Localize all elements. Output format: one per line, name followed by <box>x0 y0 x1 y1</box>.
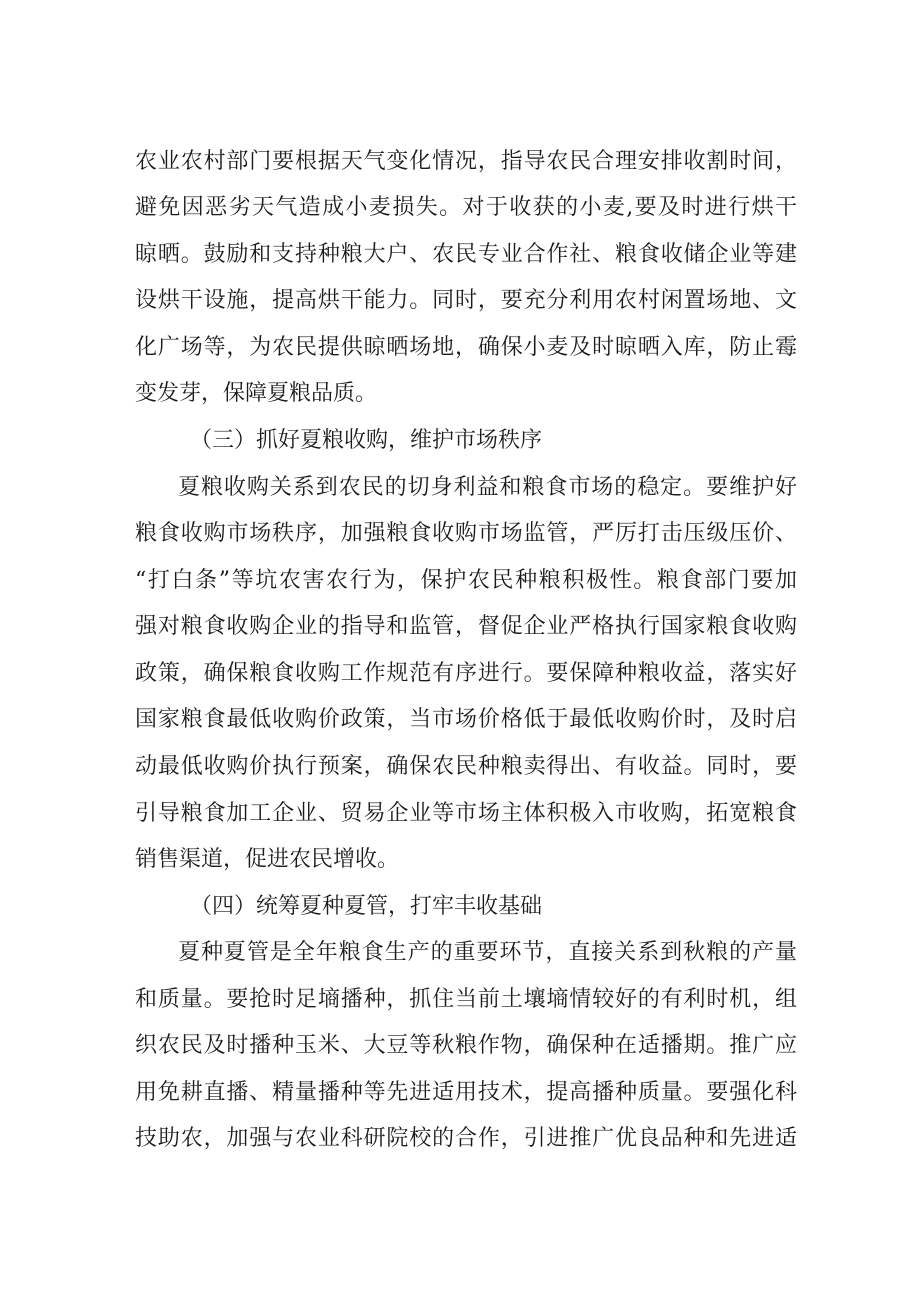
paragraph-line: 设烘干设施，提高烘干能力。同时，要充分利用农村闲置场地、文 <box>135 288 797 313</box>
paragraph-line: “打白条”等坑农害农行为，保护农民种粮积极性。粮食部门要加 <box>135 568 797 593</box>
paragraph-line: 技助农，加强与农业科研院校的合作，引进推广优良品种和先进适 <box>135 1126 797 1151</box>
paragraph-line: 政策，确保粮食收购工作规范有序进行。要保障种粮收益，落实好 <box>135 661 797 686</box>
paragraph-line: 引导粮食加工企业、贸易企业等市场主体积极入市收购，拓宽粮食 <box>135 801 797 826</box>
paragraph-line: 织农民及时播种玉米、大豆等秋粮作物，确保种在适播期。推广应 <box>135 1033 797 1058</box>
paragraph-line: 用免耕直播、精量播种等先进适用技术，提高播种质量。要强化科 <box>135 1080 797 1105</box>
paragraph-first-line: 夏粮收购关系到农民的切身利益和粮食市场的稳定。要维护好 <box>178 475 797 500</box>
paragraph-line: 强对粮食收购企业的指导和监管，督促企业严格执行国家粮食收购 <box>135 614 797 639</box>
paragraph-line: 避免因恶劣天气造成小麦损失。对于收获的小麦,要及时进行烘干 <box>135 195 797 220</box>
paragraph-line: 粮食收购市场秩序，加强粮食收购市场监管，严厉打击压级压价、 <box>135 521 797 546</box>
paragraph-line: 晾晒。鼓励和支持种粮大户、农民专业合作社、粮食收储企业等建 <box>135 242 797 267</box>
section-heading: （三）抓好夏粮收购，维护市场秩序 <box>190 428 543 453</box>
paragraph-line: 农业农村部门要根据天气变化情况，指导农民合理安排收割时间， <box>135 149 797 174</box>
paragraph-first-line: 夏种夏管是全年粮食生产的重要环节，直接关系到秋粮的产量 <box>178 940 797 965</box>
paragraph-line: 化广场等，为农民提供晾晒场地，确保小麦及时晾晒入库，防止霉 <box>135 335 797 360</box>
paragraph-line: 和质量。要抢时足墒播种，抓住当前土壤墒情较好的有利时机，组 <box>135 987 797 1012</box>
paragraph-line: 动最低收购价执行预案，确保农民种粮卖得出、有收益。同时，要 <box>135 754 797 779</box>
paragraph-last-line: 变发芽，保障夏粮品质。 <box>135 381 378 406</box>
paragraph-last-line: 销售渠道，促进农民增收。 <box>135 847 400 872</box>
paragraph-line: 国家粮食最低收购价政策，当市场价格低于最低收购价时，及时启 <box>135 707 797 732</box>
section-heading: （四）统筹夏种夏管，打牢丰收基础 <box>190 894 543 919</box>
